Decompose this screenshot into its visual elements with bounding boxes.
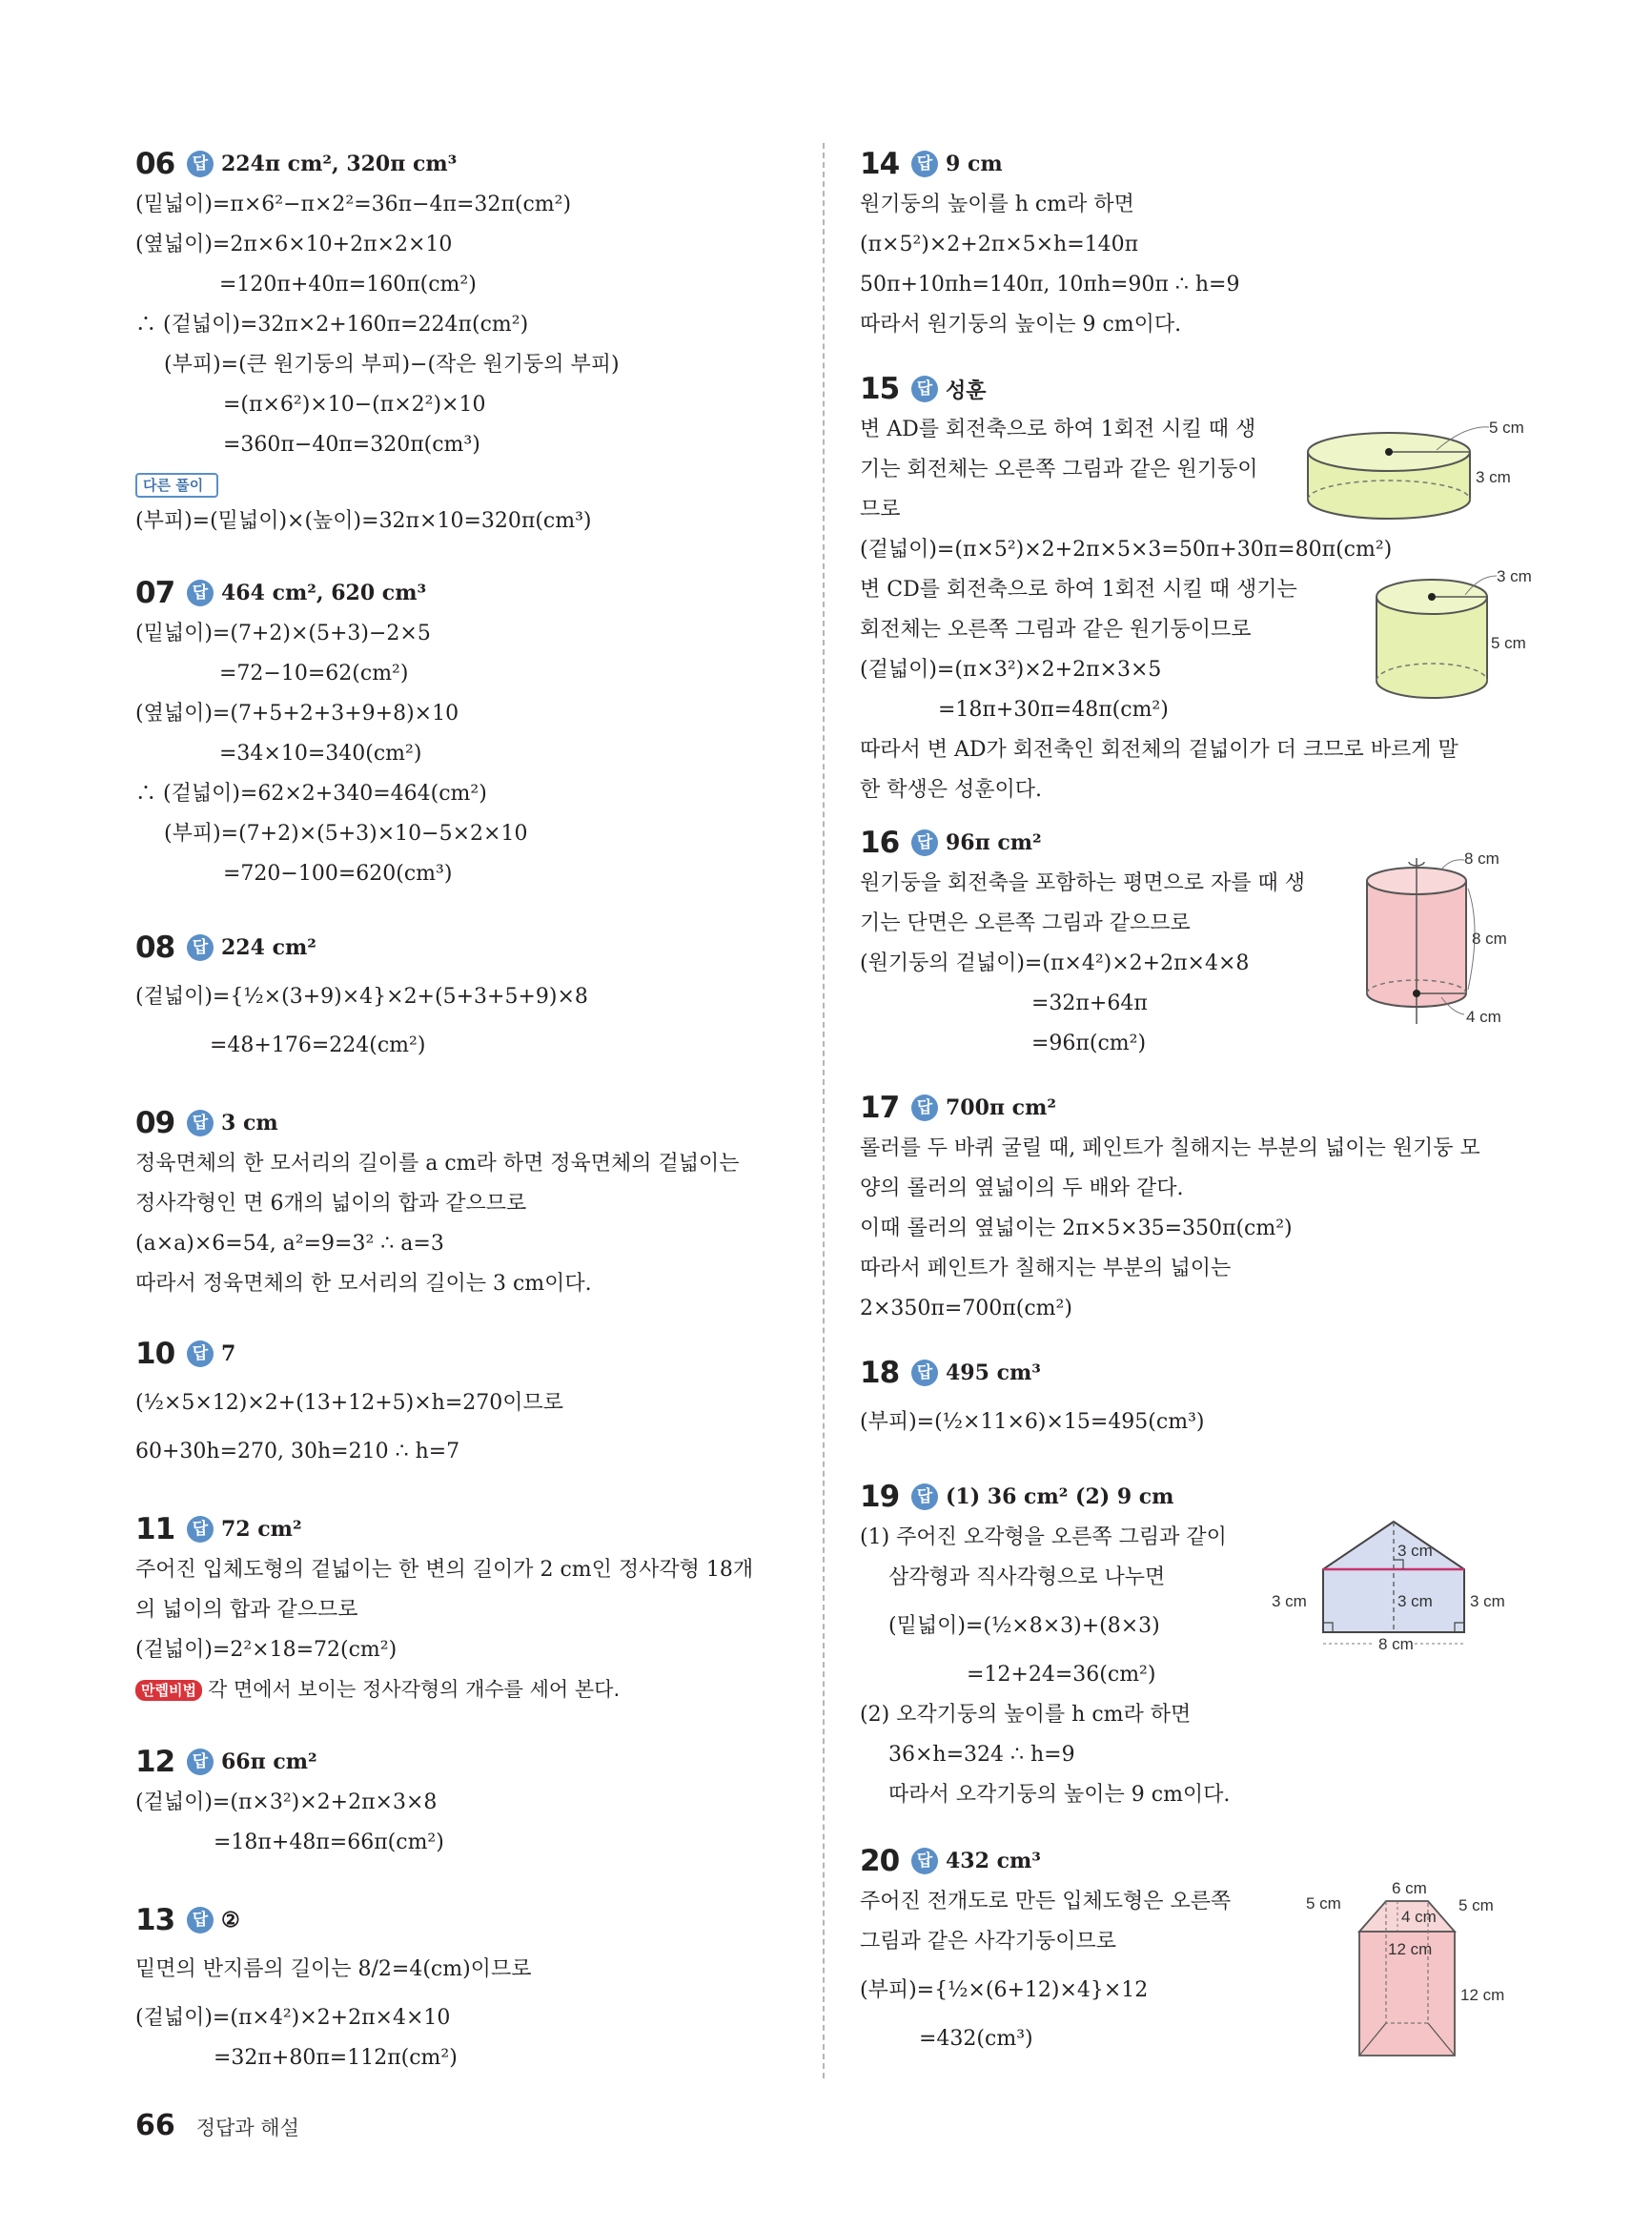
problem-10 (135, 1333, 793, 1472)
answer-badge: 답 (187, 934, 214, 961)
solution-line: (부피)=(밑넓이)×(높이)=32π×10=320π(cm³) (135, 509, 592, 533)
solution-line: 변 AD를 회전축으로 하여 1회전 시킬 때 생 (860, 418, 1256, 441)
solution-line: (겉넓이)=(π×3²)×2+2π×3×5 (860, 658, 1162, 682)
solution-line: 따라서 페인트가 칠해지는 부분의 넓이는 (860, 1257, 1232, 1280)
answer: ② (221, 1908, 240, 1933)
answer-badge: 답 (911, 829, 938, 856)
problem-11 (135, 1508, 793, 1708)
solution-line: =96π(cm²) (1031, 1032, 1147, 1055)
solution-line: =32π+64π (1031, 992, 1148, 1015)
triangle-height-label: 3 cm (1397, 1542, 1433, 1560)
solution-line: 2×350π=700π(cm²) (860, 1297, 1072, 1320)
solution-line: (밑넓이)=(½×8×3)+(8×3) (888, 1614, 1160, 1638)
solution-line: 므로 (860, 498, 901, 522)
solution-line: =(π×6²)×10−(π×2²)×10 (223, 393, 486, 417)
diameter-label: 8 cm (1464, 849, 1499, 868)
solution-line: (겉넓이)=(π×5²)×2+2π×5×3=50π+30π=80π(cm²) (860, 538, 1393, 562)
solution-line: (π×5²)×2+2π×5×h=140π (860, 233, 1139, 256)
problem-number: 08 (135, 931, 175, 965)
solution-line: =120π+40π=160π(cm²) (219, 273, 477, 297)
solution-line: =720−100=620(cm³) (223, 862, 453, 886)
pentagon-figure (1260, 1514, 1527, 1657)
answer-badge: 답 (911, 1483, 938, 1510)
solution-line: 회전체는 오른쪽 그림과 같은 원기둥이므로 (860, 618, 1252, 642)
answer: 9 cm (946, 152, 1003, 176)
problem-16 (860, 822, 1527, 1064)
answer-badge: 답 (187, 151, 214, 177)
problem-number: 13 (135, 1903, 175, 1937)
top-edge-label: 6 cm (1392, 1879, 1427, 1897)
solution-line: (부피)=(큰 원기둥의 부피)−(작은 원기둥의 부피) (164, 353, 620, 377)
prism-height-label: 12 cm (1460, 1986, 1505, 2004)
cylinder-figure-cd (1336, 567, 1532, 721)
bottom-edge-label: 12 cm (1388, 1940, 1433, 1958)
answer: 3 cm (221, 1111, 278, 1135)
solution-line: 정육면체의 한 모서리의 길이를 a cm라 하면 정육면체의 겉넓이는 (135, 1152, 740, 1176)
height-label: 8 cm (1472, 930, 1507, 948)
problem-number: 14 (860, 147, 900, 181)
solution-line: 50π+10πh=140π, 10πh=90π ∴ h=9 (860, 273, 1240, 297)
solution-line: (부피)={½×(6+12)×4}×12 (860, 1978, 1149, 2002)
problem-number: 15 (860, 372, 900, 406)
solution-line: 정사각형인 면 6개의 넓이의 합과 같으므로 (135, 1192, 527, 1216)
problem-07 (135, 572, 793, 894)
solution-line: =48+176=224(cm²) (210, 1033, 426, 1057)
problem-number: 06 (135, 147, 175, 181)
answer-badge: 답 (187, 1516, 214, 1543)
solution-line: 따라서 변 AD가 회전축인 회전체의 겉넓이가 더 크므로 바르게 말 (860, 738, 1458, 762)
solution-line: =12+24=36(cm²) (967, 1663, 1156, 1687)
solution-line: 기는 단면은 오른쪽 그림과 같으므로 (860, 911, 1191, 935)
answer-badge: 답 (911, 1095, 938, 1121)
answer: 7 (221, 1341, 236, 1366)
solution-line: 주어진 입체도형의 겉넓이는 한 변의 길이가 2 cm인 정사각형 18개 (135, 1558, 754, 1582)
answer: 66π cm² (221, 1749, 317, 1774)
answer-badge: 답 (911, 376, 938, 402)
answer-badge: 답 (187, 1907, 214, 1933)
problem-number: 10 (135, 1337, 175, 1371)
solution-line: 주어진 전개도로 만든 입체도형은 오른쪽 (860, 1890, 1232, 1913)
answer-badge: 답 (911, 1848, 938, 1874)
problem-number: 18 (860, 1356, 900, 1390)
answer: 700π cm² (946, 1095, 1056, 1120)
problem-12 (135, 1741, 793, 1863)
solution-line: (겉넓이)=(π×3²)×2+2π×3×8 (135, 1790, 438, 1814)
problem-09 (135, 1102, 793, 1304)
right-slant-label: 5 cm (1458, 1896, 1494, 1914)
problem-19 (860, 1476, 1527, 1815)
answer: 432 cm³ (946, 1849, 1041, 1873)
problem-15 (860, 368, 1532, 810)
answer-badge: 답 (187, 1110, 214, 1136)
solution-line: (원기둥의 겉넓이)=(π×4²)×2+2π×4×8 (860, 951, 1250, 975)
solution-line: 기는 회전체는 오른쪽 그림과 같은 원기둥이 (860, 458, 1258, 481)
answer-badge: 답 (187, 1749, 214, 1775)
solution-line: =18π+48π=66π(cm²) (214, 1831, 444, 1854)
solution-line: (겉넓이)=2²×18=72(cm²) (135, 1638, 398, 1662)
solution-line: 한 학생은 성훈이다. (860, 778, 1042, 802)
problem-13 (135, 1899, 793, 2078)
solution-line: (겉넓이)=(π×4²)×2+2π×4×10 (135, 2006, 451, 2030)
solution-line: =72−10=62(cm²) (219, 662, 409, 685)
solution-line: 원기둥의 높이를 h cm라 하면 (860, 193, 1134, 216)
solution-line: (½×5×12)×2+(13+12+5)×h=270이므로 (135, 1391, 564, 1415)
solution-line: (부피)=(7+2)×(5+3)×10−5×2×10 (164, 822, 528, 846)
answer-badge: 답 (187, 1340, 214, 1367)
problem-17 (860, 1087, 1527, 1329)
solution-line: 그림과 같은 사각기둥이므로 (860, 1930, 1117, 1954)
solution-line: (1) 주어진 오각형을 오른쪽 그림과 같이 (860, 1525, 1227, 1549)
tip-tag: 만렙비법 (135, 1680, 202, 1701)
solution-line: (2) 오각기둥의 높이를 h cm라 하면 (860, 1703, 1192, 1727)
solution-line: =32π+80π=112π(cm²) (214, 2046, 458, 2070)
problem-14 (860, 143, 1527, 345)
problem-number: 09 (135, 1106, 175, 1140)
radius-label: 5 cm (1489, 419, 1524, 437)
left-side-label: 3 cm (1272, 1592, 1307, 1610)
radius-label: 3 cm (1497, 567, 1532, 585)
problem-20 (860, 1840, 1527, 2059)
page-number: 66 (135, 2109, 175, 2142)
alt-solution-tag: 다른 풀이 (135, 473, 218, 498)
solution-line: 양의 롤러의 옆넓이의 두 배와 같다. (860, 1176, 1184, 1200)
solution-line: ∴ (겉넓이)=32π×2+160π=224π(cm²) (135, 313, 529, 337)
solution-line: 60+30h=270, 30h=210 ∴ h=7 (135, 1440, 460, 1463)
base-label: 8 cm (1378, 1635, 1414, 1653)
solution-line: (옆넓이)=2π×6×10+2π×2×10 (135, 233, 453, 256)
trapezoid-height-label: 4 cm (1401, 1908, 1437, 1926)
answer: 224 cm² (221, 935, 316, 960)
solution-line: (부피)=(½×11×6)×15=495(cm³) (860, 1410, 1205, 1434)
problem-number: 20 (860, 1844, 900, 1878)
rectangle-height-label: 3 cm (1397, 1592, 1433, 1610)
solution-line: 따라서 원기둥의 높이는 9 cm이다. (860, 313, 1182, 337)
cylinder-figure-ad (1298, 416, 1527, 530)
solution-line: 원기둥을 회전축을 포함하는 평면으로 자를 때 생 (860, 871, 1306, 895)
solution-line: =18π+30π=48π(cm²) (938, 698, 1169, 722)
solution-line: 따라서 정육면체의 한 모서리의 길이는 3 cm이다. (135, 1272, 592, 1296)
prism-figure (1298, 1874, 1527, 2065)
page-section-title: 정답과 해설 (195, 2117, 299, 2139)
solution-line: 밑면의 반지름의 길이는 8/2=4(cm)이므로 (135, 1957, 532, 1981)
cross-section-figure (1346, 850, 1527, 1032)
problem-number: 12 (135, 1745, 175, 1779)
solution-line: 36×h=324 ∴ h=9 (888, 1743, 1075, 1767)
problem-18 (860, 1352, 1527, 1451)
answer: 96π cm² (946, 830, 1042, 855)
answer-badge: 답 (187, 580, 214, 606)
problem-08 (135, 927, 793, 1066)
right-side-label: 3 cm (1470, 1592, 1505, 1610)
solution-line: =432(cm³) (919, 2027, 1033, 2051)
solution-line: 롤러를 두 바퀴 굴릴 때, 페인트가 칠해지는 부분의 넓이는 원기둥 모 (860, 1136, 1480, 1160)
solution-line: 변 CD를 회전축으로 하여 1회전 시킬 때 생기는 (860, 578, 1297, 602)
answer: 성훈 (946, 378, 987, 403)
height-label: 5 cm (1491, 634, 1526, 652)
solution-line: 이때 롤러의 옆넓이는 2π×5×35=350π(cm²) (860, 1217, 1293, 1240)
solution-line: =34×10=340(cm²) (219, 742, 422, 766)
solution-line: (겉넓이)={½×(3+9)×4}×2+(5+3+5+9)×8 (135, 985, 588, 1009)
problem-number: 16 (860, 826, 900, 860)
solution-line: 따라서 오각기둥의 높이는 9 cm이다. (888, 1783, 1231, 1807)
left-slant-label: 5 cm (1306, 1894, 1341, 1913)
solution-line: 삼각형과 직사각형으로 나누면 (888, 1565, 1166, 1589)
problem-number: 07 (135, 576, 175, 610)
radius-label: 4 cm (1466, 1008, 1501, 1026)
solution-line: ∴ (겉넓이)=62×2+340=464(cm²) (135, 782, 487, 806)
problem-06 (135, 143, 793, 542)
problem-number: 19 (860, 1480, 900, 1514)
solution-line: (a×a)×6=54, a²=9=3² ∴ a=3 (135, 1232, 444, 1256)
solution-line: =360π−40π=320π(cm³) (223, 433, 480, 457)
height-label: 3 cm (1476, 468, 1511, 486)
answer: 464 cm², 620 cm³ (221, 581, 427, 605)
problem-number: 11 (135, 1512, 175, 1546)
answer: 495 cm³ (946, 1361, 1041, 1385)
solution-line: (밑넓이)=(7+2)×(5+3)−2×5 (135, 622, 431, 645)
problem-number: 17 (860, 1091, 900, 1125)
tip-text: 각 면에서 보이는 정사각형의 개수를 세어 본다. (207, 1678, 621, 1701)
answer: 224π cm², 320π cm³ (221, 152, 458, 176)
answer: 72 cm² (221, 1517, 302, 1542)
column-divider (823, 143, 825, 2078)
tip-line (135, 1670, 793, 1708)
answer-badge: 답 (911, 1360, 938, 1386)
answer-badge: 답 (911, 151, 938, 177)
solution-line: 의 넓이의 합과 같으므로 (135, 1598, 358, 1622)
solution-line: (옆넓이)=(7+5+2+3+9+8)×10 (135, 702, 459, 726)
solution-line: (밑넓이)=π×6²−π×2²=36π−4π=32π(cm²) (135, 193, 572, 216)
answer: (1) 36 cm² (2) 9 cm (946, 1484, 1174, 1509)
page-footer (135, 2109, 299, 2142)
